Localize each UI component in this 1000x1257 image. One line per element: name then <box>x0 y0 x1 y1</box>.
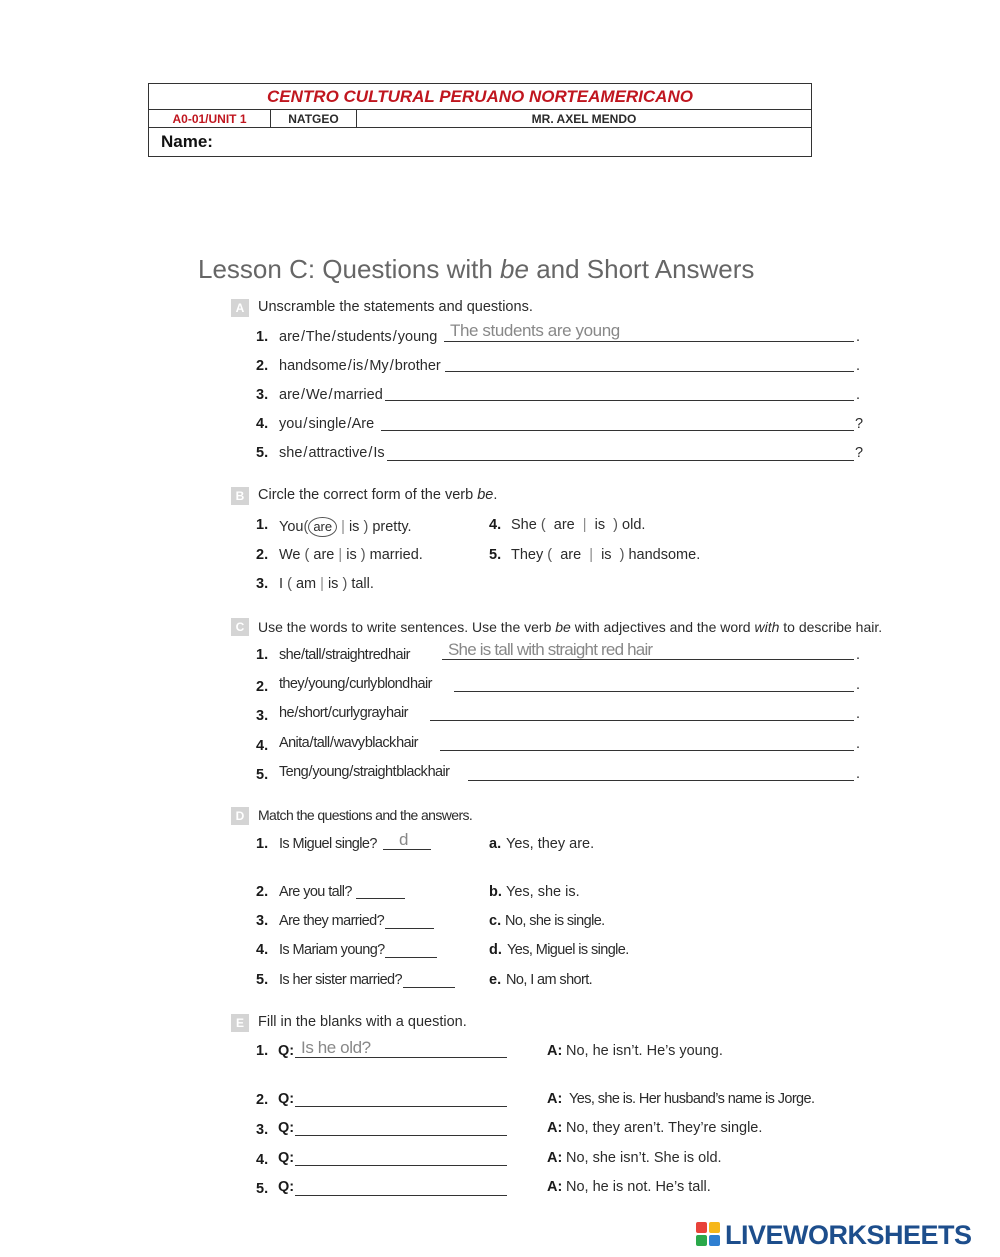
scrambled-words: he / short / curly gray hair <box>279 705 408 721</box>
item-number: 3. <box>256 387 269 403</box>
answer-letter: a. <box>489 836 502 852</box>
item-number: 2. <box>256 1092 269 1108</box>
q-label: Q: <box>278 1043 295 1059</box>
answer-line[interactable] <box>381 430 854 431</box>
item-number: 1. <box>256 329 269 345</box>
choice-option[interactable]: are <box>553 517 575 533</box>
match-answer-input[interactable]: d <box>399 830 409 849</box>
item-number: 2. <box>256 679 269 695</box>
verb-choice-sentence: We ( are | is ) married. <box>279 547 423 563</box>
answer-input[interactable]: She is tall with straight red hair <box>448 640 653 659</box>
item-number: 5. <box>256 445 269 461</box>
choice-option[interactable]: is <box>594 517 606 533</box>
verb-choice-sentence: You( are | is ) pretty. <box>279 519 412 535</box>
section-a-badge: A <box>231 299 249 317</box>
section-b-instruction: Circle the correct form of the verb be. <box>258 487 498 503</box>
item-number: 4. <box>256 738 269 754</box>
scrambled-words: she / attractive / Is <box>279 445 385 461</box>
answer-line[interactable] <box>468 780 854 781</box>
question-text: Are you tall? <box>279 884 352 900</box>
q-label: Q: <box>278 1120 295 1136</box>
answer-text: Yes, they are. <box>506 836 595 852</box>
section-c-instruction: Use the words to write sentences. Use the verb be with adjectives and the word with to describe hair. <box>258 619 883 635</box>
section-d-instruction: Match the questions and the answers. <box>258 807 473 823</box>
question-text: Are they married? <box>279 913 385 929</box>
given-answer: No, he isn’t. He’s young. <box>566 1043 723 1059</box>
answer-letter: d. <box>489 942 502 958</box>
item-number: 5. <box>256 972 269 988</box>
q-label: Q: <box>278 1150 295 1166</box>
given-answer: No, she isn’t. She is old. <box>566 1150 722 1166</box>
section-e-badge: E <box>231 1014 249 1032</box>
section-c-badge: C <box>231 618 249 636</box>
end-punctuation: . <box>856 358 861 374</box>
answer-line[interactable] <box>387 460 854 461</box>
answer-text: Yes, she is. <box>506 884 580 900</box>
a-label: A: <box>547 1179 563 1195</box>
choice-option[interactable]: are <box>560 547 582 563</box>
item-number: 3. <box>256 576 269 592</box>
question-line[interactable] <box>295 1135 507 1136</box>
item-number: 4. <box>256 1152 269 1168</box>
scrambled-words: they / young / curly blond hair <box>279 676 432 692</box>
answer-line[interactable] <box>445 371 854 372</box>
answer-text: No, I am short. <box>506 972 593 988</box>
item-number: 1. <box>256 647 269 663</box>
end-punctuation: . <box>856 677 861 693</box>
match-blank[interactable] <box>403 987 455 988</box>
scrambled-words: she / tall / straight red hair <box>279 647 410 663</box>
end-punctuation: ? <box>855 416 864 432</box>
verb-choice-sentence: She ( are | is ) old. <box>511 517 646 533</box>
choice-option[interactable]: is <box>346 547 357 563</box>
scrambled-words: handsome / is / My / brother <box>279 358 441 374</box>
header-table <box>148 83 812 157</box>
choice-option[interactable]: is <box>348 519 360 535</box>
item-number: 5. <box>256 767 269 783</box>
choice-option[interactable]: is <box>327 576 339 592</box>
end-punctuation: . <box>856 706 861 722</box>
a-label: A: <box>547 1120 563 1136</box>
answer-line[interactable] <box>454 691 854 692</box>
logo-text: LIVEWORKSHEETS <box>725 1219 972 1250</box>
item-number: 4. <box>256 416 269 432</box>
item-number: 5. <box>256 1181 269 1197</box>
item-number: 1. <box>256 1043 269 1059</box>
question-line[interactable] <box>295 1195 507 1196</box>
a-label: A: <box>547 1091 563 1107</box>
lesson-title: Lesson C: Questions with be and Short Answers <box>198 254 755 284</box>
answer-letter: c. <box>489 913 502 929</box>
item-number: 1. <box>256 517 269 533</box>
unit-code: A0-01/UNIT 1 <box>149 110 271 128</box>
item-number: 3. <box>256 708 269 724</box>
section-b-badge: B <box>231 487 249 505</box>
choice-option[interactable]: are <box>313 547 335 563</box>
choice-option[interactable]: am <box>295 576 317 592</box>
scrambled-words: are / The / students / young <box>279 329 438 345</box>
book-name: NATGEO <box>271 110 357 128</box>
item-number: 4. <box>256 942 269 958</box>
end-punctuation: . <box>856 387 861 403</box>
item-number: 5. <box>489 547 502 563</box>
a-label: A: <box>547 1150 563 1166</box>
answer-line[interactable] <box>430 720 854 721</box>
given-answer: Yes, she is. Her husband’s name is Jorge. <box>569 1091 815 1107</box>
answer-text: No, she is single. <box>505 913 605 929</box>
question-input[interactable]: Is he old? <box>301 1038 371 1057</box>
item-number: 2. <box>256 547 269 563</box>
end-punctuation: ? <box>855 445 864 461</box>
item-number: 1. <box>256 836 269 852</box>
end-punctuation: . <box>856 647 861 663</box>
verb-choice-sentence: They ( are | is ) handsome. <box>511 547 701 563</box>
item-number: 2. <box>256 358 269 374</box>
match-blank[interactable] <box>385 928 434 929</box>
question-text: Is her sister married? <box>279 972 402 988</box>
question-line[interactable] <box>295 1106 507 1107</box>
item-number: 4. <box>489 517 502 533</box>
question-text: Is Mariam young? <box>279 942 385 958</box>
answer-line[interactable] <box>440 750 854 751</box>
given-answer: No, he is not. He’s tall. <box>566 1179 711 1195</box>
end-punctuation: . <box>856 766 861 782</box>
section-a-instruction: Unscramble the statements and questions. <box>258 299 533 315</box>
section-d-badge: D <box>231 807 249 825</box>
student-name-field[interactable] <box>149 128 812 157</box>
match-blank[interactable] <box>385 957 437 958</box>
item-number: 2. <box>256 884 269 900</box>
item-number: 3. <box>256 913 269 929</box>
scrambled-words: Anita / tall / wavy black hair <box>279 735 418 751</box>
choice-option[interactable]: is <box>601 547 612 563</box>
question-line[interactable] <box>295 1165 507 1166</box>
name-label: Name: <box>161 132 213 151</box>
question-text: Is Miguel single? <box>279 836 377 852</box>
answer-letter: b. <box>489 884 502 900</box>
section-e-instruction: Fill in the blanks with a question. <box>258 1014 467 1030</box>
answer-text: Yes, Miguel is single. <box>507 942 629 958</box>
match-blank[interactable] <box>356 898 405 899</box>
verb-choice-sentence: I ( am | is ) tall. <box>279 576 374 592</box>
answer-letter: e. <box>489 972 502 988</box>
end-punctuation: . <box>856 329 861 345</box>
answer-line[interactable] <box>385 400 854 401</box>
scrambled-words: you / single / Are <box>279 416 375 432</box>
answer-line[interactable] <box>444 341 854 342</box>
a-label: A: <box>547 1043 563 1059</box>
scrambled-words: are / We / married <box>279 387 383 403</box>
answer-input[interactable]: The students are young <box>450 321 620 340</box>
q-label: Q: <box>278 1091 295 1107</box>
school-name: CENTRO CULTURAL PERUANO NORTEAMERICANO <box>149 84 812 110</box>
choice-option-selected[interactable]: are <box>308 517 337 537</box>
end-punctuation: . <box>856 736 861 752</box>
logo-icon <box>696 1222 722 1248</box>
item-number: 3. <box>256 1122 269 1138</box>
scrambled-words: Teng / young / straight black hair <box>279 764 450 780</box>
liveworksheets-logo[interactable] <box>696 1220 972 1250</box>
q-label: Q: <box>278 1179 295 1195</box>
given-answer: No, they aren’t. They’re single. <box>566 1120 763 1136</box>
teacher-name: MR. AXEL MENDO <box>357 110 812 128</box>
